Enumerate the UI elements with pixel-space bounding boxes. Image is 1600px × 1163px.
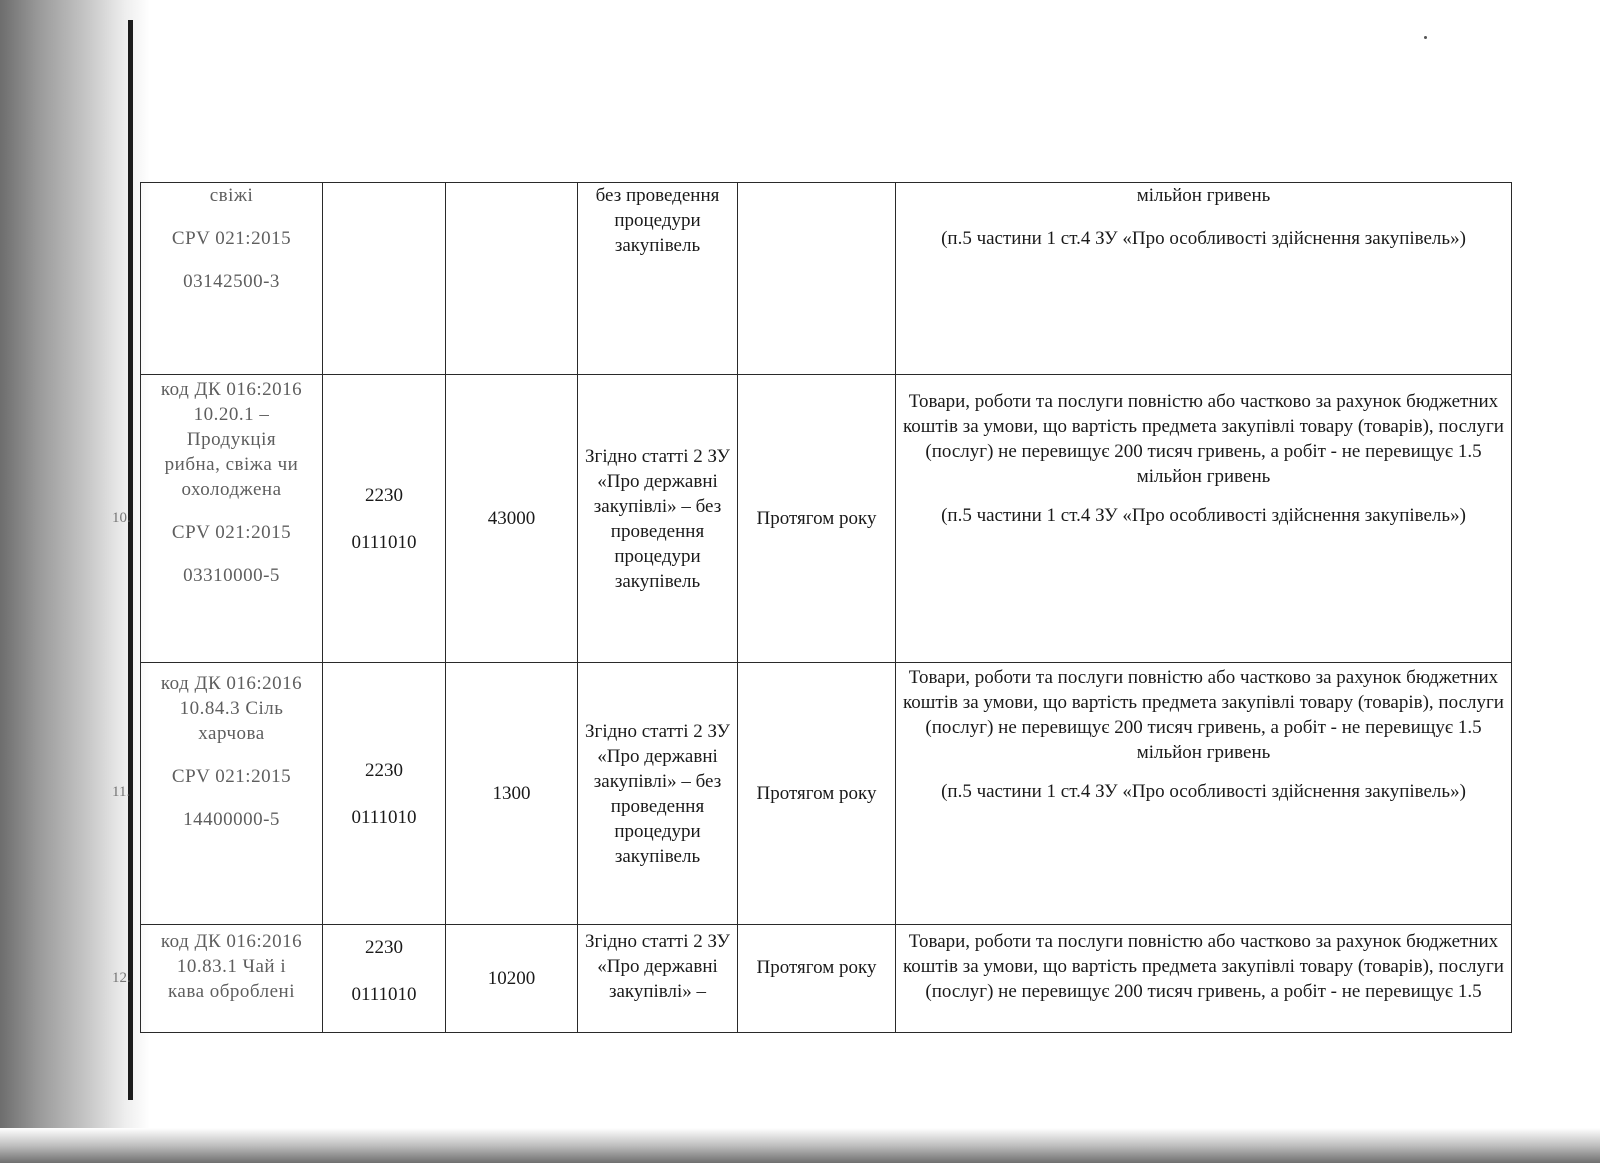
kekv-code: 2230: [365, 937, 403, 958]
procedure-text: Згідно статті 2 ЗУ «Про державні закупівлі» –: [585, 931, 730, 1002]
kpkv-code: 0111010: [351, 984, 417, 1005]
procedure-text: Згідно статті 2 ЗУ «Про державні закупівлі» – без проведення процедури закупівель: [585, 445, 730, 592]
budget-code-cell: [323, 925, 446, 1033]
justification-cell: [896, 375, 1512, 663]
legal-reference: (п.5 частини 1 ст.4 ЗУ «Про особливості здійснення закупівель»): [941, 505, 1466, 526]
amount-cell: [446, 925, 578, 1033]
term-cell: [738, 375, 896, 663]
row-number-11: 11.: [112, 784, 131, 800]
item-name-line: 10.84.3 Сіль: [179, 698, 284, 719]
kekv-code: 2230: [365, 484, 403, 506]
justification-text: Товари, роботи та послуги повністю або частково за рахунок бюджетних коштів за умови, що вартість предмета закупівлі товару (товарів), послуги (послуг) не перевищує 200 тисяч гривень, а робіт - не перевищує 1.5: [903, 931, 1504, 1002]
term-text: Протягом року: [756, 957, 877, 978]
item-name-line: кава оброблені: [167, 981, 295, 1002]
procedure-text: без проведення процедури закупівель: [595, 185, 720, 256]
amount-value: 43000: [487, 508, 536, 529]
item-name-line: 10.20.1 –: [193, 404, 270, 425]
item-name-line: CPV 021:2015: [171, 522, 292, 543]
item-name-line: свіжі: [209, 185, 254, 206]
procedure-text: Згідно статті 2 ЗУ «Про державні закупівлі» – без проведення процедури закупівель: [585, 720, 730, 867]
amount-cell: [446, 183, 578, 375]
kekv-code: 2230: [365, 759, 403, 781]
item-name-cell: [141, 375, 323, 663]
item-name-line: харчова: [198, 723, 265, 744]
procurement-table: [140, 182, 1512, 1033]
item-name-cell: [141, 183, 323, 375]
term-text: Протягом року: [756, 783, 877, 804]
procedure-cell: [578, 663, 738, 925]
justification-cell: [896, 663, 1512, 925]
row-number-12: 12.: [112, 970, 131, 986]
item-name-line: 03310000-5: [183, 565, 280, 586]
item-name-line: рибна, свіжа чи: [164, 454, 299, 475]
item-name-cell: [141, 925, 323, 1033]
table-row: [141, 925, 1512, 1033]
scan-bottom-shadow: [0, 1128, 1600, 1163]
item-name-line: CPV 021:2015: [171, 228, 292, 249]
justification-cell: [896, 925, 1512, 1033]
table-row: [141, 663, 1512, 925]
term-cell: [738, 183, 896, 375]
item-name-line: охолоджена: [181, 479, 282, 500]
budget-code-cell: [323, 375, 446, 663]
justification-text: мільйон гривень: [1136, 185, 1271, 206]
amount-cell: [446, 663, 578, 925]
item-name-line: код ДК 016:2016: [160, 379, 303, 400]
item-name-line: код ДК 016:2016: [160, 673, 303, 694]
term-cell: [738, 663, 896, 925]
amount-cell: [446, 375, 578, 663]
justification-text: Товари, роботи та послуги повністю або частково за рахунок бюджетних коштів за умови, що вартість предмета закупівлі товару (товарів), послуги (послуг) не перевищує 200 тисяч гривень, а робіт - не перевищує 1.5 мільйон гривень: [903, 667, 1504, 763]
kpkv-code: 0111010: [351, 531, 417, 553]
legal-reference: (п.5 частини 1 ст.4 ЗУ «Про особливості здійснення закупівель»): [941, 781, 1466, 802]
item-name-line: CPV 021:2015: [171, 766, 292, 787]
justification-text: Товари, роботи та послуги повністю або частково за рахунок бюджетних коштів за умови, що вартість предмета закупівлі товару (товарів), послуги (послуг) не перевищує 200 тисяч гривень, а робіт - не перевищує 1.5 мільйон гривень: [903, 391, 1504, 487]
item-name-cell: [141, 663, 323, 925]
term-text: Протягом року: [756, 508, 877, 529]
scan-speck: [1424, 36, 1427, 39]
scan-binding-line: [128, 20, 133, 1100]
amount-value: 10200: [487, 968, 536, 989]
procedure-cell: [578, 183, 738, 375]
budget-code-cell: [323, 663, 446, 925]
table-row: [141, 183, 1512, 375]
justification-cell: [896, 183, 1512, 375]
procedure-cell: [578, 925, 738, 1033]
item-name-line: Продукція: [186, 429, 277, 450]
procedure-cell: [578, 375, 738, 663]
item-name-line: код ДК 016:2016: [160, 931, 303, 952]
kpkv-code: 0111010: [351, 806, 417, 828]
item-name-line: 10.83.1 Чай і: [176, 956, 287, 977]
term-cell: [738, 925, 896, 1033]
amount-value: 1300: [492, 783, 531, 804]
row-number-10: 10.: [112, 510, 131, 526]
item-name-line: 14400000-5: [183, 809, 280, 830]
budget-code-cell: [323, 183, 446, 375]
item-name-line: 03142500-3: [183, 271, 280, 292]
legal-reference: (п.5 частини 1 ст.4 ЗУ «Про особливості здійснення закупівель»): [941, 228, 1466, 249]
table-row: [141, 375, 1512, 663]
